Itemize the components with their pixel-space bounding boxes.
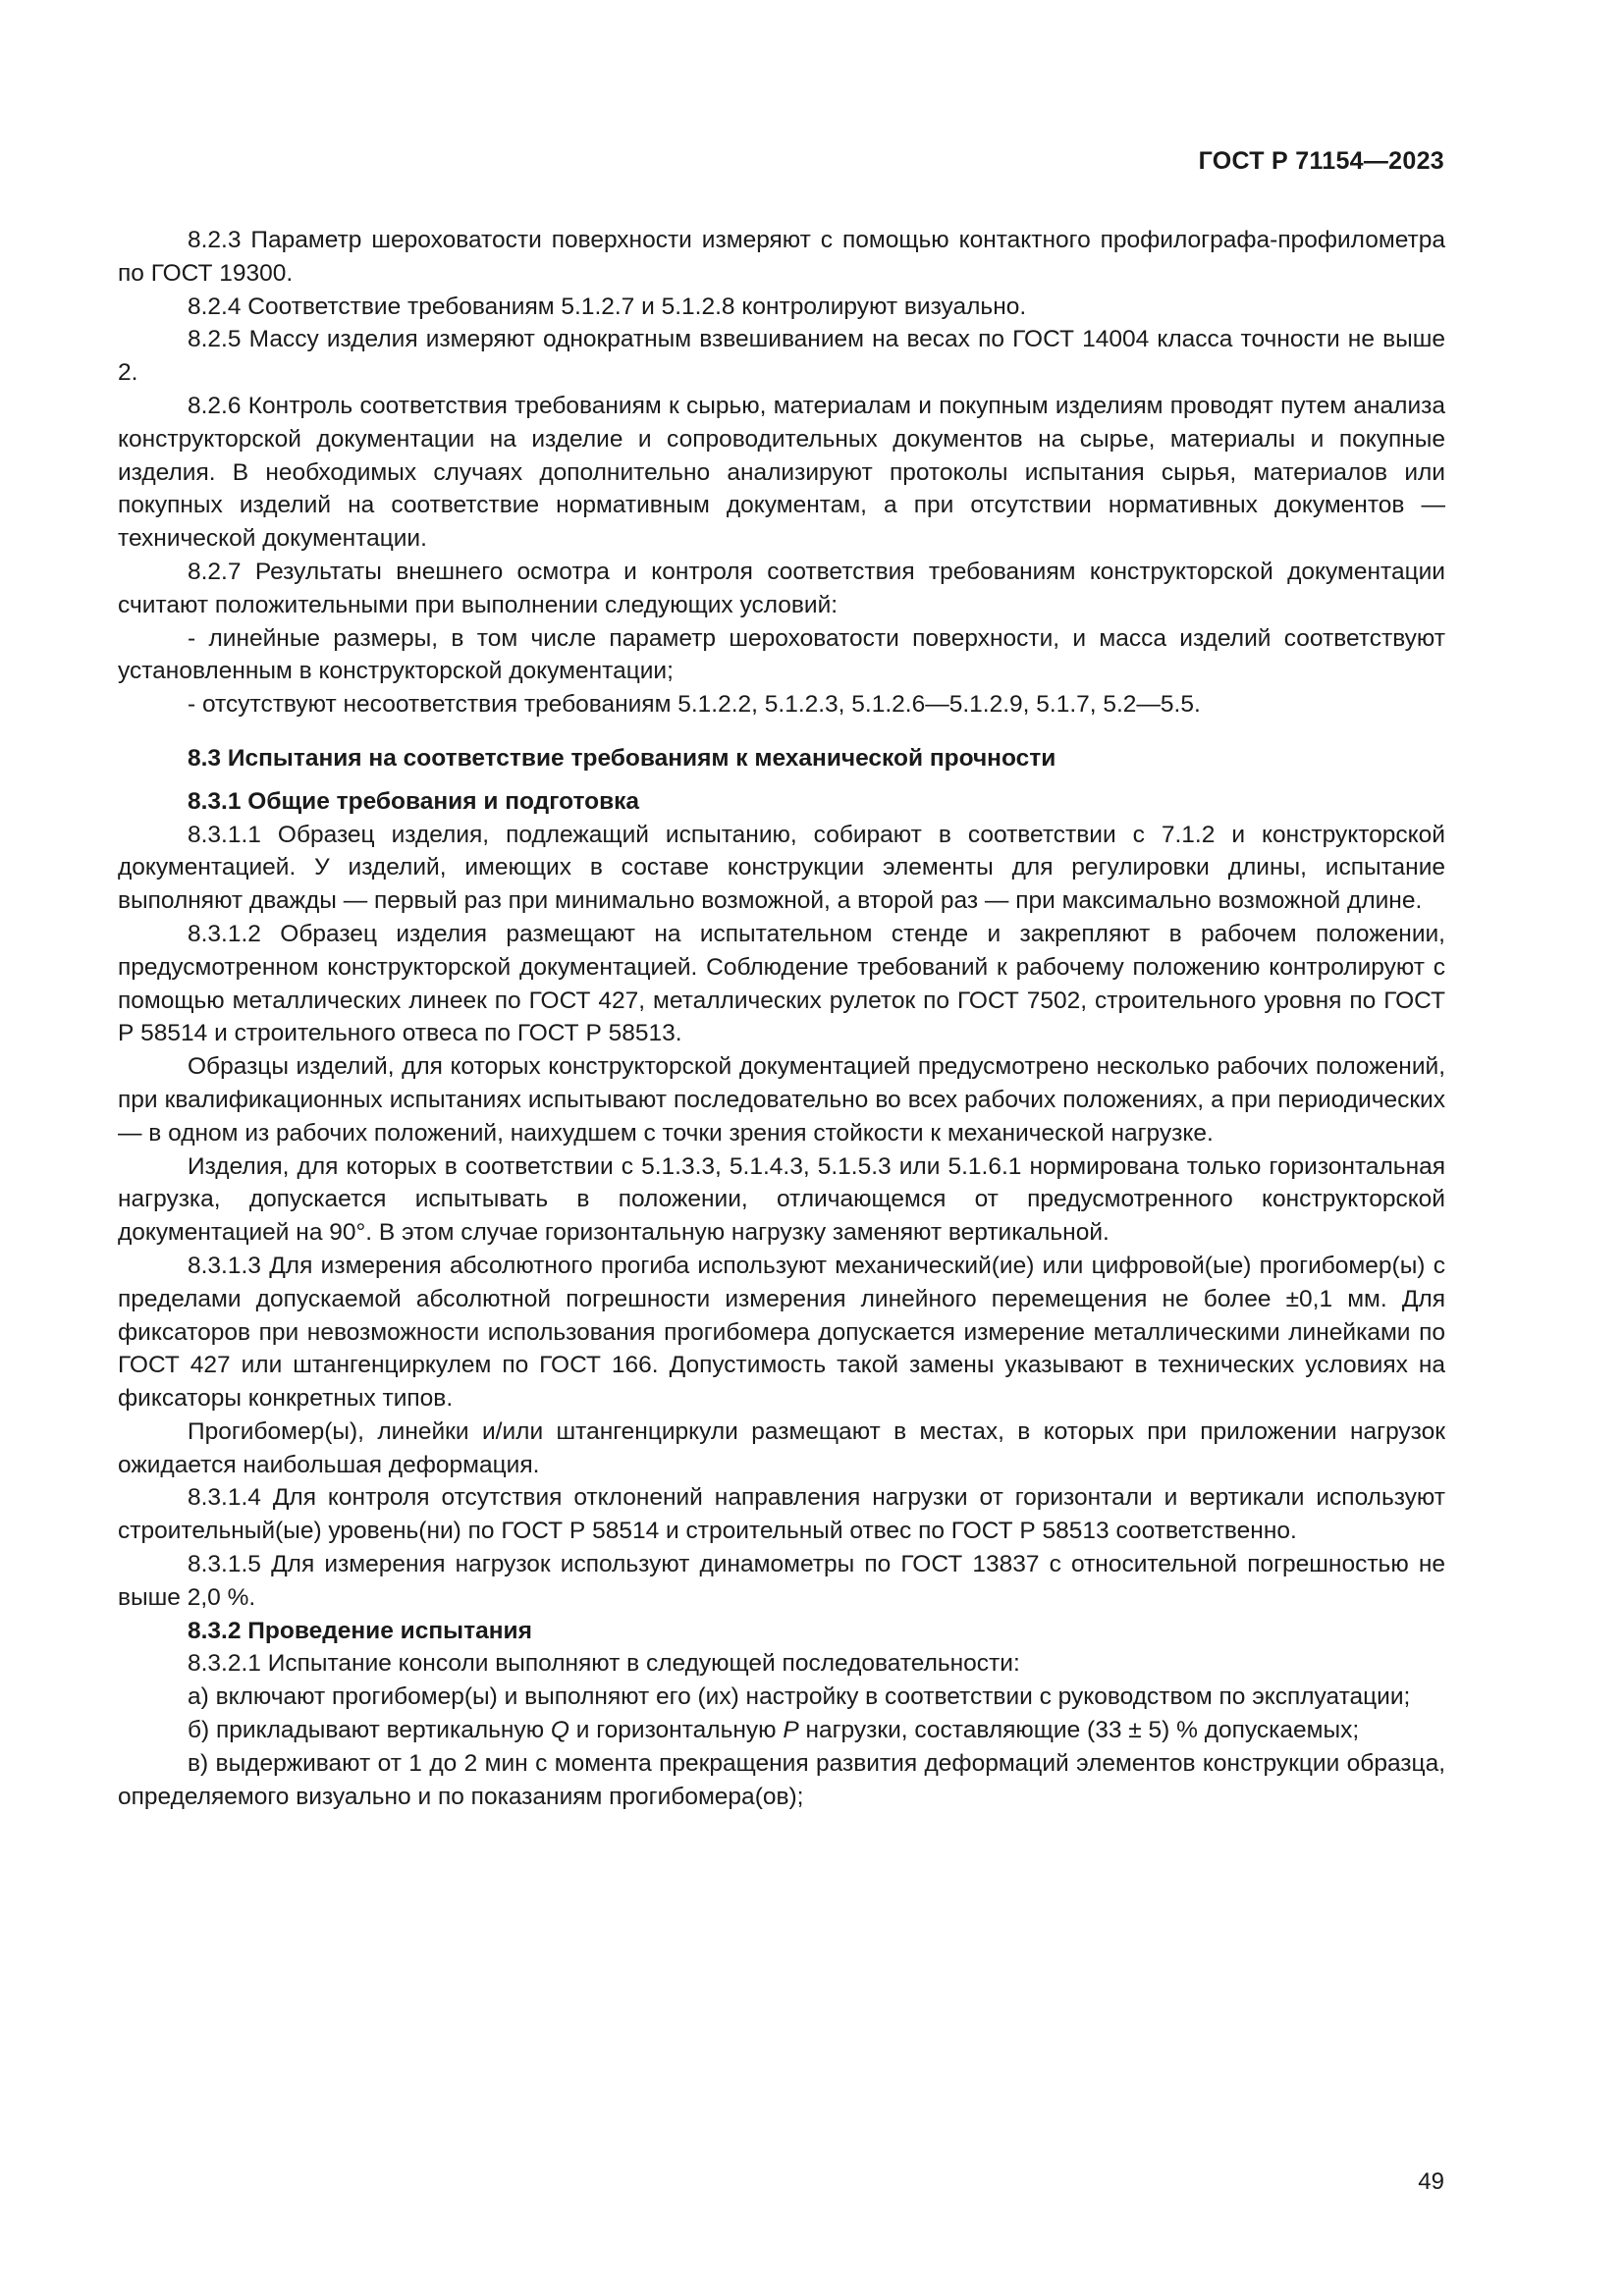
- paragraph-8-3-1-2-c: Изделия, для которых в соответствии с 5.1.3.3, 5.1.4.3, 5.1.5.3 или 5.1.6.1 нормирована только горизонтальная нагрузка, допускается испытывать в положении, отличающемся от предусмотренного конструкторской документацией на 90°. В этом случае горизонтальную нагрузку заменяют вертикальной.: [118, 1152, 1445, 1247]
- list-item-b: [118, 1714, 1445, 1747]
- page-number: 49: [1418, 2168, 1444, 2195]
- variable-q: Q: [550, 1717, 569, 1744]
- paragraph-8-2-5: 8.2.5 Массу изделия измеряют однократным взвешиванием на весах по ГОСТ 14004 класса точности не выше 2.: [118, 326, 1445, 387]
- subsection-heading-8-3-2: 8.3.2 Проведение испытания: [188, 1617, 532, 1644]
- page-content: [118, 224, 1445, 1813]
- paragraph-8-2-3: 8.2.3 Параметр шероховатости поверхности измеряют с помощью контактного профилографа-профилометра по ГОСТ 19300.: [118, 227, 1445, 287]
- paragraph-8-3-1-2-b: Образцы изделий, для которых конструкторской документацией предусмотрено несколько рабочих положений, при квалификационных испытаниях испытывают последовательно во всех рабочих положениях, а при периодических — в одном из рабочих положений, наихудшем с точки зрения стойкости к механической нагрузке.: [118, 1053, 1445, 1147]
- paragraph-8-2-4: 8.2.4 Соответствие требованиям 5.1.2.7 и 5.1.2.8 контролируют визуально.: [188, 293, 1027, 320]
- list-item-v: в) выдерживают от 1 до 2 мин с момента прекращения развития деформаций элементов конструкции образца, определяемого визуально и по показаниям прогибомера(ов);: [118, 1749, 1445, 1810]
- paragraph-8-3-1-3: 8.3.1.3 Для измерения абсолютного прогиба используют механический(ие) или цифровой(ые) прогибомер(ы) с пределами допускаемой абсолютной погрешности измерения линейного перемещения не более ±0,1 мм. Для фиксаторов при невозможности использования прогибомера допускается измерение металлическими линейками по ГОСТ 427 или штангенциркулем по ГОСТ 166. Допустимость такой замены указывают в технических условиях на фиксаторы конкретных типов.: [118, 1252, 1445, 1413]
- paragraph-8-3-2-1: 8.3.2.1 Испытание консоли выполняют в следующей последовательности:: [188, 1650, 1020, 1678]
- list-item-b-text-1: б) прикладывают вертикальную: [188, 1717, 551, 1744]
- paragraph-8-3-1-5: 8.3.1.5 Для измерения нагрузок используют динамометры по ГОСТ 13837 с относительной погрешностью не выше 2,0 %.: [118, 1551, 1445, 1611]
- list-item-a: а) включают прогибомер(ы) и выполняют его (их) настройку в соответствии с руководством по эксплуатации;: [188, 1683, 1411, 1711]
- section-heading-8-3: 8.3 Испытания на соответствие требованиям к механической прочности: [188, 744, 1056, 772]
- list-item: - линейные размеры, в том числе параметр шероховатости поверхности, и масса изделий соответствуют установленным в конструкторской документации;: [118, 624, 1445, 685]
- paragraph-8-2-6: 8.2.6 Контроль соответствия требованиям к сырью, материалам и покупным изделиям проводят путем анализа конструкторской документации на изделие и сопроводительных документов на сырье, материалы и покупные изделия. В необходимых случаях дополнительно анализируют протоколы испытания сырья, материалов или покупных изделий на соответствие нормативным документам, а при отсутствии нормативных документов — технической документации.: [118, 392, 1445, 553]
- paragraph-8-3-1-3-b: Прогибомер(ы), линейки и/или штангенциркули размещают в местах, в которых при приложении нагрузок ожидается наибольшая деформация.: [118, 1417, 1445, 1478]
- subsection-heading-8-3-1: 8.3.1 Общие требования и подготовка: [188, 787, 640, 815]
- list-item-b-text-3: нагрузки, составляющие (33 ± 5) % допускаемых;: [798, 1717, 1360, 1744]
- paragraph-8-3-1-1: 8.3.1.1 Образец изделия, подлежащий испытанию, собирают в соответствии с 7.1.2 и конструкторской документацией. У изделий, имеющих в составе конструкции элементы для регулировки длины, испытание выполняют дважды — первый раз при минимально возможной, а второй раз — при максимально возможной длине.: [118, 821, 1445, 915]
- list-item-b-text-2: и горизонтальную: [568, 1717, 784, 1744]
- variable-p: P: [783, 1717, 799, 1744]
- document-code: ГОСТ Р 71154—2023: [1198, 147, 1444, 175]
- paragraph-8-3-1-4: 8.3.1.4 Для контроля отсутствия отклонений направления нагрузки от горизонтали и вертикали используют строительный(ые) уровень(ни) по ГОСТ Р 58514 и строительный отвес по ГОСТ Р 58513 соответственно.: [118, 1484, 1445, 1545]
- paragraph-8-2-7: 8.2.7 Результаты внешнего осмотра и контроля соответствия требованиям конструкторской документации считают положительными при выполнении следующих условий:: [118, 558, 1445, 618]
- list-item: - отсутствуют несоответствия требованиям 5.1.2.2, 5.1.2.3, 5.1.2.6—5.1.2.9, 5.1.7, 5.2—5.5.: [188, 691, 1201, 719]
- paragraph-8-3-1-2: 8.3.1.2 Образец изделия размещают на испытательном стенде и закрепляют в рабочем положении, предусмотренном конструкторской документацией. Соблюдение требований к рабочему положению контролируют с помощью металлических линеек по ГОСТ 427, металлических рулеток по ГОСТ 7502, строительного уровня по ГОСТ Р 58514 и строительного отвеса по ГОСТ Р 58513.: [118, 920, 1445, 1047]
